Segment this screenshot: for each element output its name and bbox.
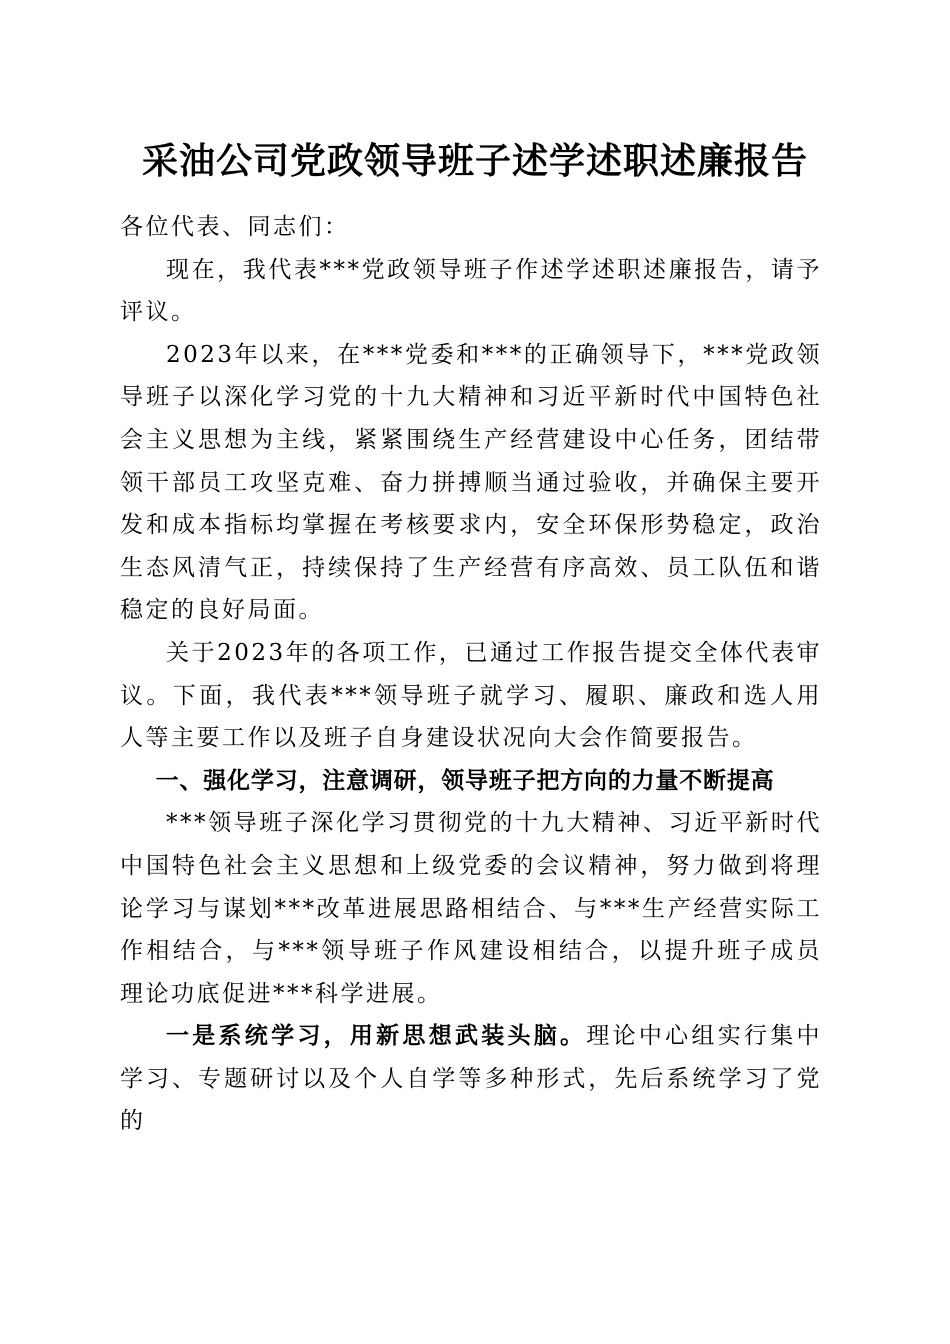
section-heading-1: 一、强化学习，注意调研，领导班子把方向的力量不断提高	[155, 767, 775, 794]
section-1-intro: ***领导班子深化学习贯彻党的十九大精神、习近平新时代中国特色社会主义思想和上级党委的会议精神，努力做到将理论学习与谋划***改革进展思路相结合、与***生产经营实际工作相结合，与***领导班子作风建设相结合，以提升班子成员理论功底促进***科学进展。	[120, 810, 822, 1007]
section-1-point-1	[120, 1015, 822, 1143]
salutation: 各位代表、同志们：	[120, 214, 350, 240]
point-1-lead: 一是系统学习，用新思想武装头脑。	[166, 1022, 587, 1050]
paragraph-transition: 关于2023年的各项工作，已通过工作报告提交全体代表审议。下面，我代表***领导班子就学习、履职、廉政和选人用人等主要工作以及班子自身建设状况向大会作简要报告。	[120, 639, 822, 752]
document-body	[120, 206, 822, 1143]
paragraph-opening: 现在，我代表***党政领导班子作述学述职述廉报告，请予评议。	[120, 256, 822, 326]
point-1-text: 理论中心组实行集中学习、专题研讨以及个人自学等多种形式，先后系统学习了党的	[120, 1023, 823, 1135]
document-title: 采油公司党政领导班子述学述职述廉报告	[141, 140, 808, 182]
paragraph-summary: 2023年以来，在***党委和***的正确领导下，***党政领导班子以深化学习党的十九大精神和习近平新时代中国特色社会主义思想为主线，紧紧围绕生产经营建设中心任务，团结带领干部员工攻坚克难、奋力拼搏顺当通过验收，并确保主要开发和成本指标均掌握在考核要求内，安全环保形势稳定，政治生态风清气正，持续保持了生产经营有序高效、员工队伍和谐稳定的良好局面。	[120, 341, 822, 624]
